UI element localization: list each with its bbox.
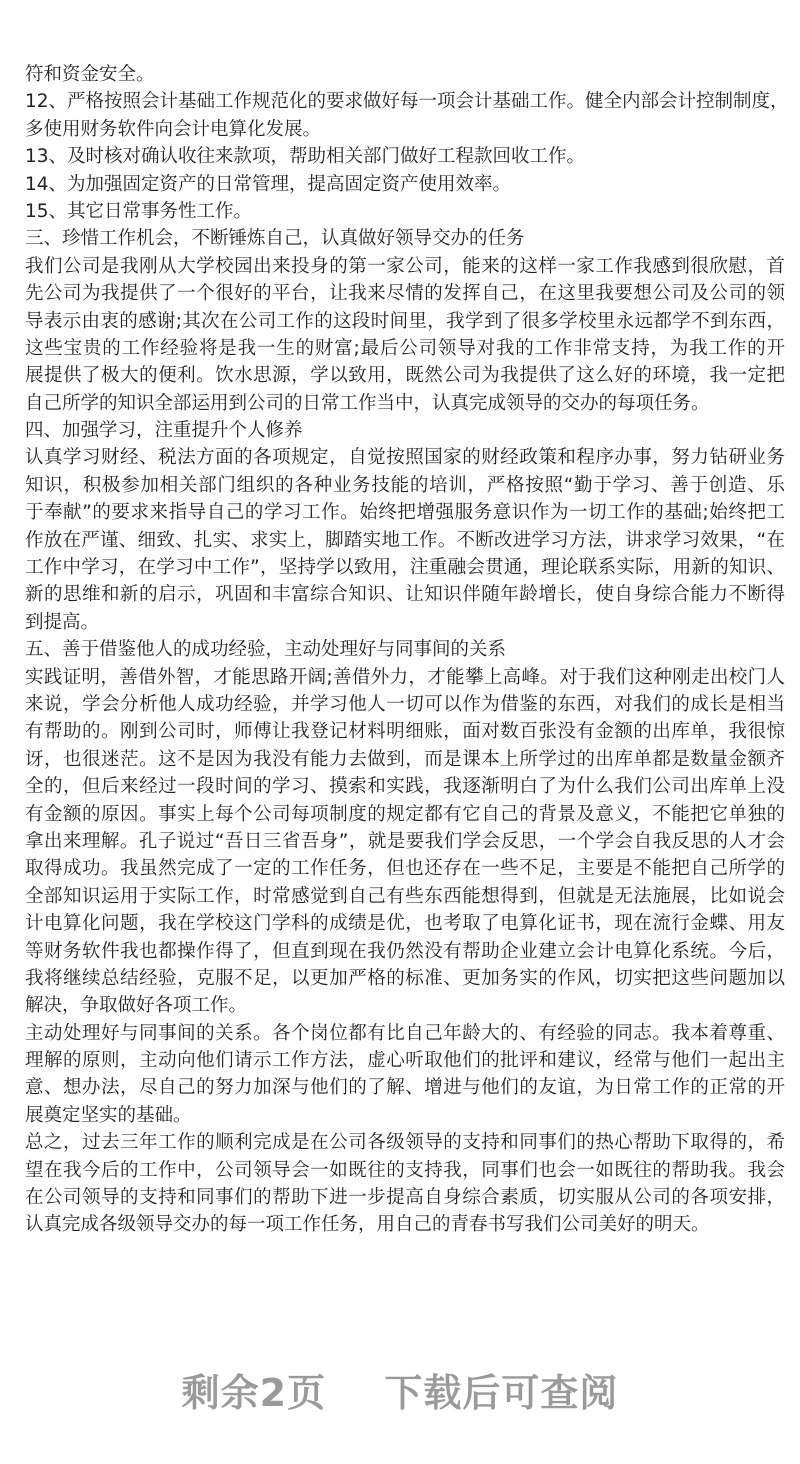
text-line: 拿出来理解。孔子说过“吾日三省吾身”，就是要我们学会反思，一个学会自我反思的人才会: [25, 830, 785, 852]
text-line: 实践证明，善借外智，才能思路开阔;善借外力，才能攀上高峰。对于我们这种刚走出校门人: [25, 666, 785, 688]
text-line: 14、为加强固定资产的日常管理，提高固定资产使用效率。: [25, 173, 512, 195]
text-line: 自己所学的知识全部运用到公司的日常工作当中，认真完成领导的交办的每项任务。: [25, 392, 710, 414]
paragraph: [25, 171, 785, 198]
text-line: 这些宝贵的工作经验将是我一生的财富;最后公司领导对我的工作非常支持，为我工作的开: [25, 337, 785, 359]
text-line: 12、严格按照会计基础工作规范化的要求做好每一项会计基础工作。健全内部会计控制制度，: [25, 91, 789, 113]
text-line: 多使用财务软件向会计电算化发展。: [25, 118, 322, 140]
text-line: 有帮助的。刚到公司时，师傅让我登记材料明细账，面对数百张没有金额的出库单，我很惊: [25, 721, 785, 743]
paragraph: [25, 143, 785, 170]
text-line: 等财务软件我也都操作得了，但直到现在我仍然没有帮助企业建立会计电算化系统。今后，: [25, 940, 785, 962]
text-line: 展提供了极大的便利。饮水思源，学以致用，既然公司为我提供了这么好的环境，我一定把: [25, 365, 785, 387]
text-line: 知识，积极参加相关部门组织的各种业务技能的培训，严格按照“勤于学习、善于创造、乐: [25, 474, 785, 496]
text-line: 认真完成各级领导交办的每一项工作任务，用自己的青春书写我们公司美好的明天。: [25, 1214, 710, 1236]
paragraph: [25, 444, 785, 636]
text-line: 到提高。: [25, 611, 100, 633]
text-line: 符和资金安全。: [25, 64, 155, 85]
paragraph: [25, 636, 785, 663]
download-to-view-label[interactable]: 下载后可查阅: [384, 1371, 619, 1415]
text-line: 总之，过去三年工作的顺利完成是在公司各级领导的支持和同事们的热心帮助下取得的，希: [25, 1132, 785, 1154]
text-line: 15、其它日常事务性工作。: [25, 200, 253, 222]
text-line: 先公司为我提供了一个很好的平台，让我来尽情的发挥自己，在这里我要想公司及公司的领: [25, 283, 785, 305]
text-line: 我将继续总结经验，克服不足，以更加严格的标准、更加务实的作风，切实把这些问题加以: [25, 967, 785, 989]
text-line: 13、及时核对确认收往来款项，帮助相关部门做好工程款回收工作。: [25, 146, 586, 168]
text-line: 三、珍惜工作机会，不断锤炼自己，认真做好领导交办的任务: [25, 228, 525, 250]
paragraph: [25, 61, 785, 88]
text-line: 理解的原则，主动向他们请示工作方法，虚心听取他们的批评和建议，经常与他们一起出主: [25, 1050, 785, 1072]
cut-off-previous-line: [25, 0, 785, 6]
paragraph: [25, 1129, 785, 1239]
text-line: 导表示由衷的感谢;其次在公司工作的这段时间里，我学到了很多学校里永远都学不到东西，: [25, 310, 785, 332]
text-line: 展奠定坚实的基础。: [25, 1104, 192, 1126]
paragraph: [25, 417, 785, 444]
download-prompt[interactable]: [0, 1362, 800, 1417]
text-line: 在公司领导的支持和同事们的帮助下进一步提高自身综合素质，切实服从公司的各项安排，: [25, 1187, 785, 1209]
remaining-pages-label: 剩余2页: [181, 1371, 327, 1415]
text-line: 讶，也很迷茫。这不是因为我没有能力去做到，而是课本上所学过的出库单都是数量金额齐: [25, 748, 785, 770]
text-line: 意、想办法，尽自己的努力加深与他们的了解、增进与他们的友谊，为日常工作的正常的开: [25, 1077, 785, 1099]
text-line: 取得成功。我虽然完成了一定的工作任务，但也还存在一些不足，主要是不能把自己所学的: [25, 858, 785, 880]
paragraph: [25, 1020, 785, 1130]
document-body: [25, 61, 789, 1239]
text-line: 主动处理好与同事间的关系。各个岗位都有比自己年龄大的、有经验的同志。我本着尊重、: [25, 1022, 785, 1044]
paragraph: [25, 198, 785, 225]
text-line: 于奉献”的要求来指导自己的学习工作。始终把增强服务意识作为一切工作的基础;始终把工: [25, 502, 785, 524]
text-line: 来说，学会分析他人成功经验，并学习他人一切可以作为借鉴的东西，对我们的成长是相当: [25, 693, 785, 715]
text-line: 认真学习财经、税法方面的各项规定，自觉按照国家的财经政策和程序办事，努力钻研业务: [25, 447, 785, 469]
paragraph: [25, 88, 789, 143]
text-line: 我们公司是我刚从大学校园出来投身的第一家公司，能来的这样一家工作我感到很欣慰，首: [25, 255, 785, 277]
text-line: 望在我今后的工作中，公司领导会一如既往的支持我，同事们也会一如既往的帮助我。我会: [25, 1159, 785, 1181]
paragraph: [25, 225, 785, 252]
text-line: 全的，但后来经过一段时间的学习、摸索和实践，我逐渐明白了为什么我们公司出库单上没: [25, 776, 785, 798]
text-line: 新的思维和新的启示，巩固和丰富综合知识、让知识伴随年龄增长，使自身综合能力不断得: [25, 584, 785, 606]
paragraph: [25, 253, 785, 417]
text-line: 工作中学习，在学习中工作”，坚持学以致用，注重融会贯通，理论联系实际，用新的知识、: [25, 557, 785, 579]
text-line: 四、加强学习，注重提升个人修养: [25, 420, 303, 442]
paragraph: [25, 664, 785, 1020]
text-line: 有金额的原因。事实上每个公司每项制度的规定都有它自己的背景及意义，不能把它单独的: [25, 803, 785, 825]
text-line: 五、善于借鉴他人的成功经验，主动处理好与同事间的关系: [25, 639, 507, 661]
text-line: 全部知识运用于实际工作，时常感觉到自己有些东西能想得到，但就是无法施展，比如说会: [25, 885, 785, 907]
text-line: 作放在严谨、细致、扎实、求实上，脚踏实地工作。不断改进学习方法，讲求学习效果，“在: [25, 529, 785, 551]
text-line: 解决，争取做好各项工作。: [25, 995, 248, 1017]
text-line: 计电算化问题，我在学校这门学科的成绩是优，也考取了电算化证书，现在流行金蝶、用友: [25, 913, 785, 935]
